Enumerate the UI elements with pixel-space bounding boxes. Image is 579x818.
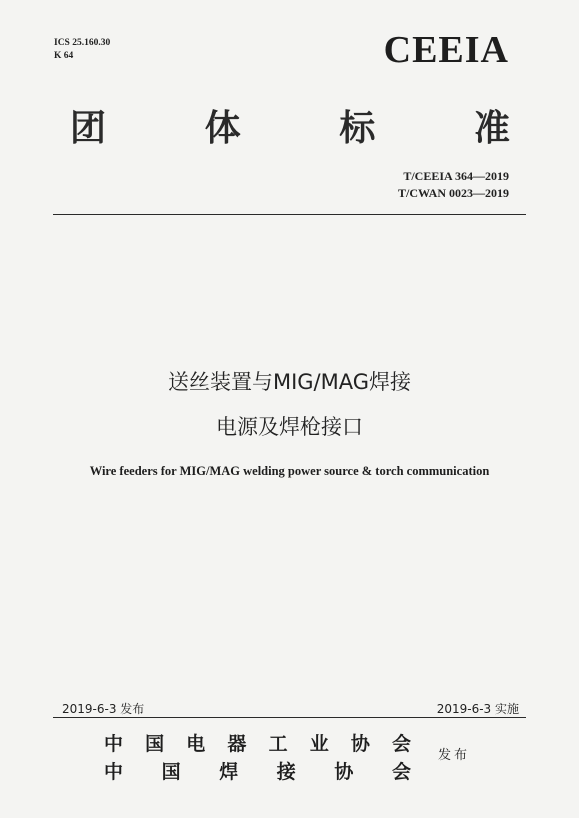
ccs-code: K 64 (54, 51, 74, 61)
implementation-date: 2019-6-3 实施 (436, 702, 519, 716)
publisher-char: 会 (391, 733, 411, 755)
publisher-char: 接 (276, 761, 296, 783)
issued-label: 发布 (438, 748, 471, 763)
standard-type-char: 体 (204, 107, 241, 149)
bottom-divider (53, 717, 526, 718)
publisher-char: 业 (309, 733, 329, 755)
publisher-org-2 (104, 757, 411, 784)
publisher-char: 中 (104, 733, 124, 755)
publisher-org-1 (104, 729, 411, 756)
standard-number-cwan: T/CWAN 0023—2019 (397, 186, 509, 200)
publisher-char: 电 (186, 733, 206, 755)
publisher-char: 工 (268, 733, 288, 755)
title-chinese-line2: 电源及焊枪接口 (216, 415, 363, 439)
publisher-char: 会 (391, 761, 411, 783)
publisher-char: 协 (350, 733, 370, 755)
publisher-char: 器 (227, 733, 247, 755)
standard-numbers (398, 168, 509, 202)
ics-code: ICS 25.160.30 (54, 38, 111, 48)
title-english: Wire feeders for MIG/MAG welding power source & torch communication (89, 464, 490, 478)
publisher-char: 协 (334, 761, 354, 783)
publisher-char: 国 (145, 733, 165, 755)
ceeia-logo: CEEIA (383, 29, 509, 71)
standard-type-char: 准 (473, 107, 510, 149)
publisher-char: 国 (161, 761, 181, 783)
publisher-char: 中 (104, 761, 124, 783)
publish-date: 2019-6-3 发布 (62, 702, 145, 716)
standard-type-char: 团 (70, 107, 107, 149)
publisher-char: 焊 (219, 761, 239, 783)
top-divider (53, 214, 526, 215)
standard-number-ceeia: T/CEEIA 364—2019 (403, 169, 509, 183)
classification-codes (54, 37, 110, 63)
standard-type-heading (70, 100, 510, 151)
title-chinese-line1: 送丝装置与MIG/MAG焊接 (167, 370, 412, 394)
standard-type-char: 标 (339, 107, 376, 149)
